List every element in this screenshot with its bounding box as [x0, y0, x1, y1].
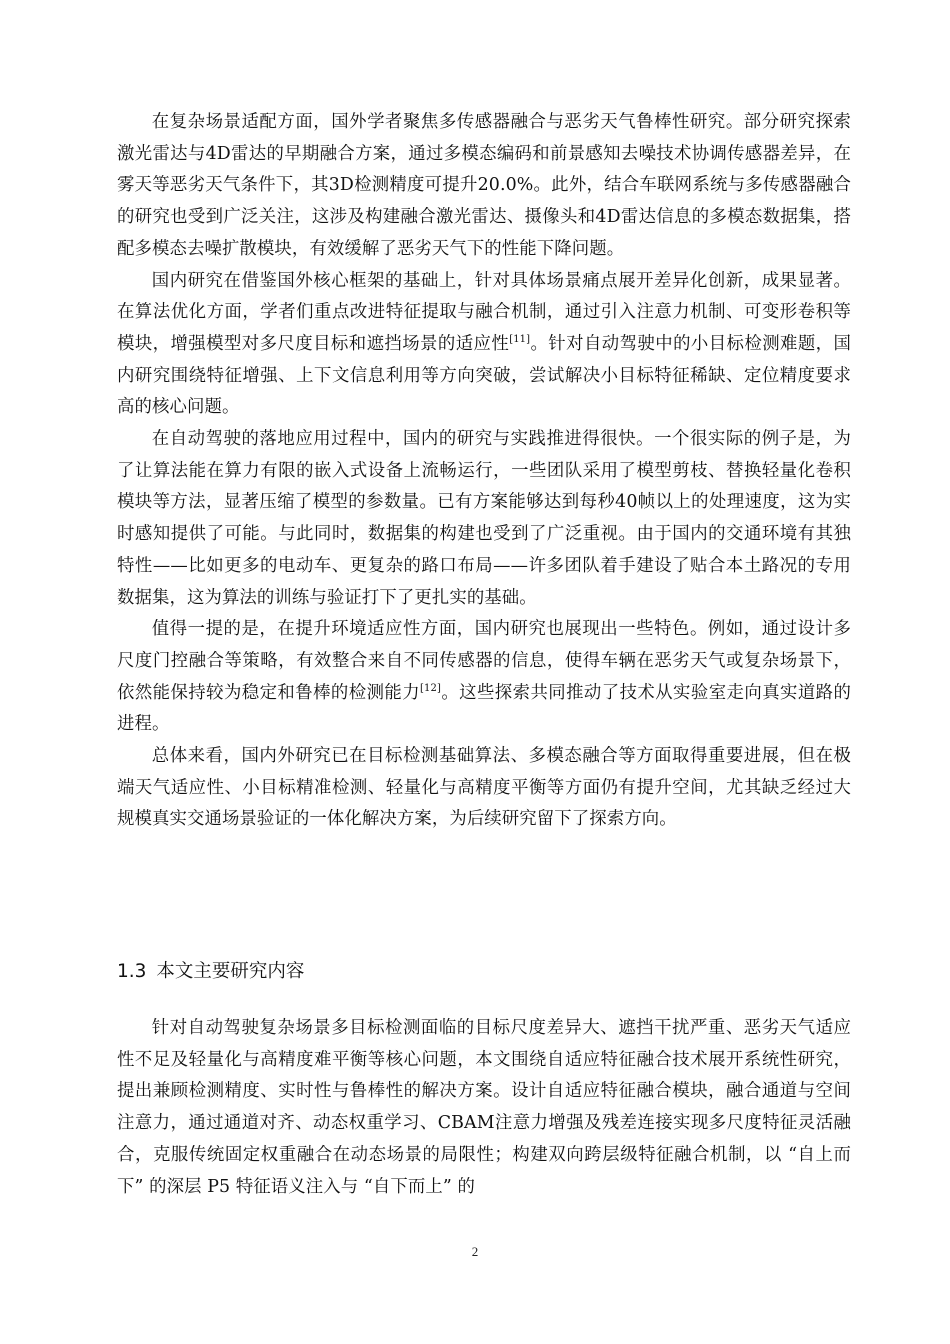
section-heading — [117, 958, 304, 986]
paragraph-text: 国内研究在借鉴国外核心框架的基础上，针对具体场景痛点展开差异化创新，成果显著。在算法优化方面，学者们重点改进特征提取与融合机制，通过引入注意力机制、可变形卷积等模块，增强模型对多尺度目标和遮挡场景的适应性 — [117, 270, 851, 354]
body-text-upper — [117, 107, 851, 836]
paragraph-complex-scene: 在复杂场景适配方面，国外学者聚焦多传感器融合与恶劣天气鲁棒性研究。部分研究探索激光雷达与4D雷达的早期融合方案，通过多模态编码和前景感知去噪技术协调传感器差异，在雾天等恶劣天气条件下，其3D检测精度可提升20.0%。此外，结合车联网系统与多传感器融合的研究也受到广泛关注，这涉及构建融合激光雷达、摄像头和4D雷达信息的多模态数据集，搭配多模态去噪扩散模块，有效缓解了恶劣天气下的性能下降问题。 — [117, 112, 851, 259]
paragraph-text: 值得一提的是，在提升环境适应性方面，国内研究也展现出一些特色。例如，通过设计多尺度门控融合等策略，有效整合来自不同传感器的信息，使得车辆在恶劣天气或复杂场景下，依然能保持较为稳定和鲁棒的检测能力 — [117, 619, 851, 703]
section-number: 1.3 — [117, 961, 147, 982]
citation-ref: [12] — [420, 682, 441, 694]
page-number: 2 — [471, 1244, 479, 1259]
paragraph-research-content: 针对自动驾驶复杂场景多目标检测面临的目标尺度差异大、遮挡干扰严重、恶劣天气适应性不足及轻量化与高精度难平衡等核心问题，本文围绕自适应特征融合技术展开系统性研究，提出兼顾检测精度、实时性与鲁棒性的解决方案。设计自适应特征融合模块，融合通道与空间注意力，通过通道对齐、动态权重学习、CBAM注意力增强及残差连接实现多尺度特征灵活融合，克服传统固定权重融合在动态场景的局限性；构建双向跨层级特征融合机制，以 “自上而下” 的深层 P5 特征语义注入与 “自下而上” 的 — [117, 1018, 851, 1197]
paragraph-domestic-research — [117, 266, 851, 425]
paragraph-adaptability — [117, 614, 851, 741]
paragraph-text: 。针对自动驾驶中的小目标检测难题，国内研究围绕特征增强、上下文信息利用等方向突破，尝试解决小目标特征稀缺、定位精度要求高的核心问题。 — [117, 333, 851, 418]
section-title: 本文主要研究内容 — [156, 961, 305, 982]
paragraph-text: 。这些探索共同推动了技术从实验室走向真实道路的进程。 — [117, 682, 851, 735]
paragraph-deployment: 在自动驾驶的落地应用过程中，国内的研究与实践推进得很快。一个很实际的例子是，为了让算法能在算力有限的嵌入式设备上流畅运行，一些团队采用了模型剪枝、替换轻量化卷积模块等方法，显著压缩了模型的参数量。已有方案能够达到每秒40帧以上的处理速度，这为实时感知提供了可能。与此同时，数据集的构建也受到了广泛重视。由于国内的交通环境有其独特性——比如更多的电动车、更复杂的路口布局——许多团队着手建设了贴合本土路况的专用数据集，这为算法的训练与验证打下了更扎实的基础。 — [117, 429, 851, 608]
citation-ref: [11] — [509, 334, 531, 346]
paragraph-summary: 总体来看，国内外研究已在目标检测基础算法、多模态融合等方面取得重要进展，但在极端天气适应性、小目标精准检测、轻量化与高精度平衡等方面仍有提升空间，尤其缺乏经过大规模真实交通场景验证的一体化解决方案，为后续研究留下了探索方向。 — [117, 746, 851, 830]
body-text-lower — [117, 1013, 851, 1203]
